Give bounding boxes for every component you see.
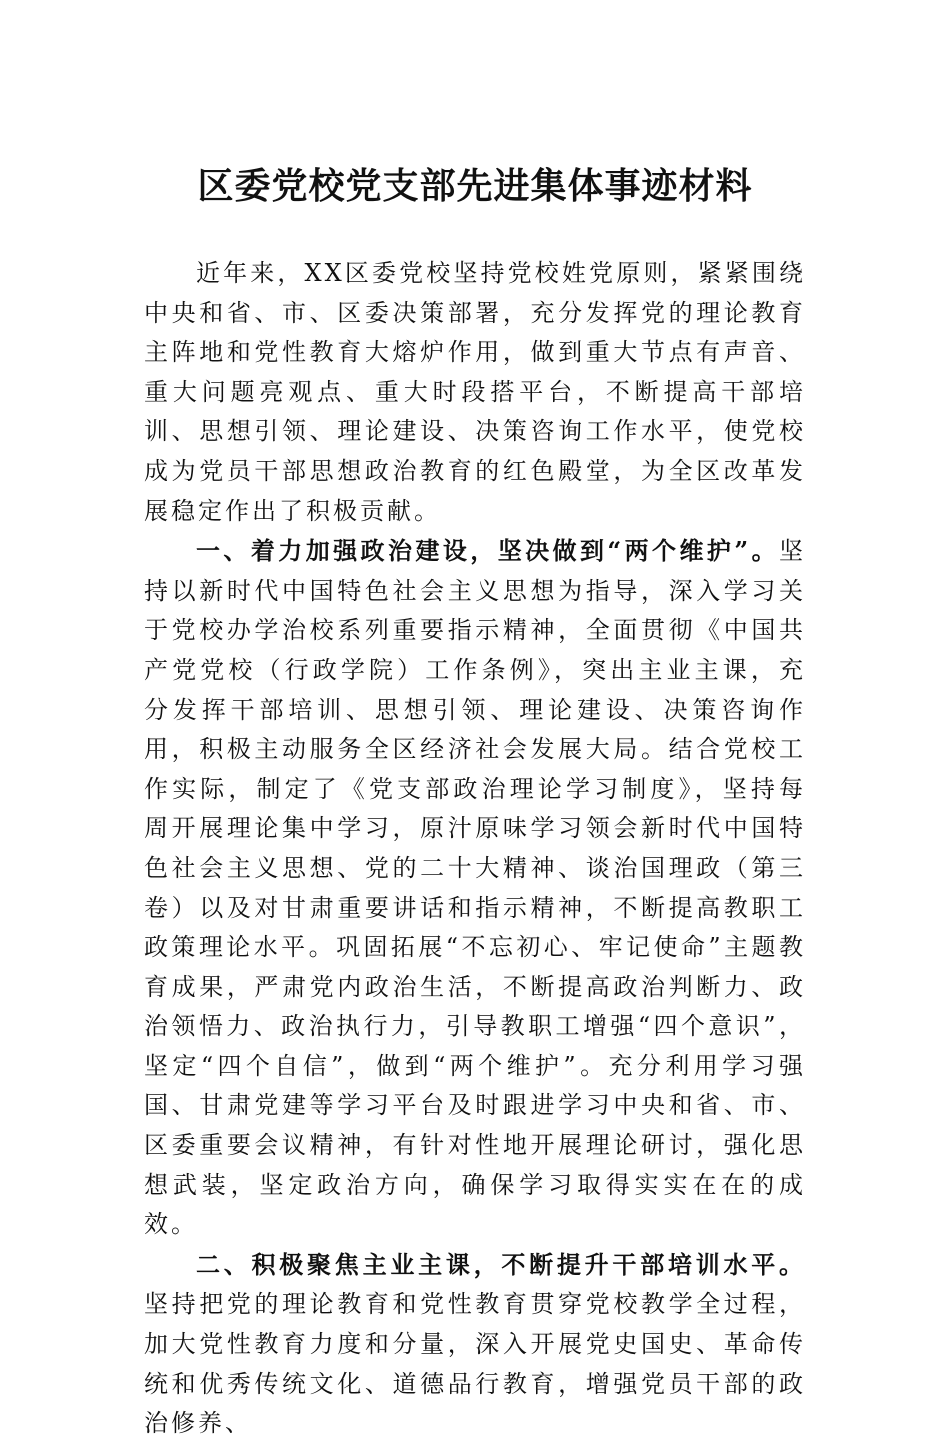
section-2-heading: 二、积极聚焦主业主课，不断提升干部培训水平。 [196, 1249, 806, 1279]
section-1-heading: 一、着力加强政治建设，坚决做到“两个维护”。 [196, 536, 779, 566]
section-2-text: 坚持把党的理论教育和党性教育贯穿党校教学全过程，加大党性教育力度和分量，深入开展党史国史、革命传统和优秀传统文化、道德品行教育，增强党员干部的政治修养、 [144, 1290, 806, 1438]
paragraph-intro-text: 近年来，XX区委党校坚持党校姓党原则，紧紧围绕中央和省、市、区委决策部署，充分发挥党的理论教育主阵地和党性教育大熔炉作用，做到重大节点有声音、重大问题亮观点、重大时段搭平台，不断提高干部培训、思想引领、理论建设、决策咨询工作水平，使党校成为党员干部思想政治教育的红色殿堂，为全区改革发展稳定作出了积极贡献。 [144, 259, 806, 525]
paragraph-section-1 [144, 531, 806, 1245]
section-1-text: 坚持以新时代中国特色社会主义思想为指导，深入学习关于党校办学治校系列重要指示精神，全面贯彻《中国共产党党校（行政学院）工作条例》，突出主业主课，充分发挥干部培训、思想引领、理论建设、决策咨询作用，积极主动服务全区经济社会发展大局。结合党校工作实际，制定了《党支部政治理论学习制度》，坚持每周开展理论集中学习，原汁原味学习领会新时代中国特色社会主义思想、党的二十大精神、谈治国理政（第三卷）以及对甘肃重要讲话和指示精神，不断提高教职工政策理论水平。巩固拓展“不忘初心、牢记使命”主题教育成果，严肃党内政治生活，不断提高政治判断力、政治领悟力、政治执行力，引导教职工增强“四个意识”，坚定“四个自信”，做到“两个维护”。充分利用学习强国、甘肃党建等学习平台及时跟进学习中央和省、市、区委重要会议精神，有针对性地开展理论研讨，强化思想武装，坚定政治方向，确保学习取得实实在在的成效。 [144, 537, 806, 1239]
document-title: 区委党校党支部先进集体事迹材料 [197, 165, 753, 207]
paragraph-section-2 [144, 1245, 806, 1444]
document-body [144, 254, 806, 1444]
paragraph-intro [144, 254, 806, 531]
